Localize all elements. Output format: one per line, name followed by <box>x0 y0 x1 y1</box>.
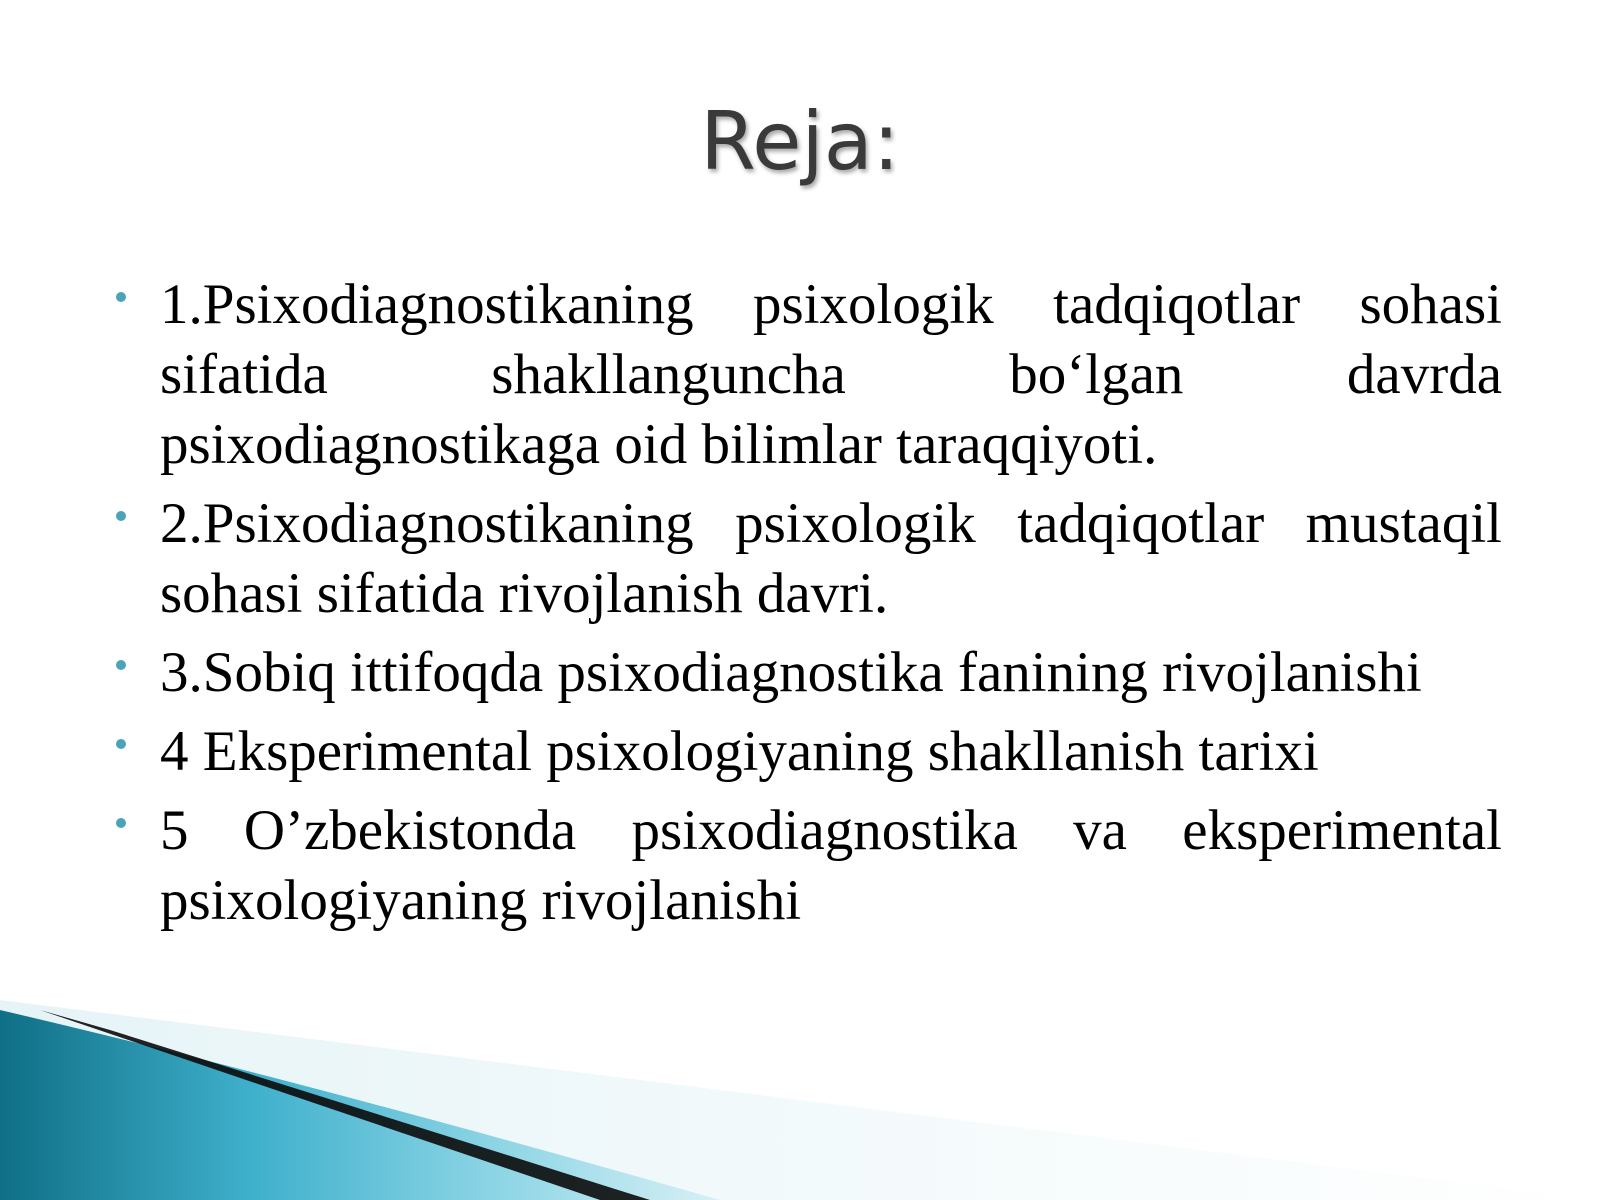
list-item-text: 5 O’zbekistonda psixodiagnostika va eksperimental psixologiyaning rivojlanishi <box>160 799 1502 932</box>
list-item <box>112 270 1502 480</box>
list-item-text: 4 Eksperimental psixologiyaning shakllanish tarixi <box>160 720 1319 783</box>
dark-band <box>40 1010 650 1200</box>
bullet-list <box>112 270 1502 945</box>
list-item-text: 3.Sobiq ittifoqda psixodiagnostika fanining rivojlanishi <box>160 641 1422 704</box>
bullet-icon <box>116 818 126 828</box>
list-item-text: 1.Psixodiagnostikaning psixologik tadqiqotlar sohasi sifatida shakllanguncha bo‘lgan davrda psixodiagnostikaga oid bilimlar taraqqiyoti. <box>160 273 1502 476</box>
list-item <box>112 489 1502 629</box>
list-item <box>112 638 1502 708</box>
bullet-icon <box>116 511 126 521</box>
bullet-icon <box>116 292 126 302</box>
pale-wave <box>0 1000 1600 1200</box>
bullet-icon <box>116 739 126 749</box>
bullet-icon <box>116 660 126 670</box>
slide-title: Reja: <box>700 95 900 188</box>
list-item <box>112 717 1502 787</box>
teal-wave <box>0 1010 720 1200</box>
list-item-text: 2.Psixodiagnostikaning psixologik tadqiqotlar mustaqil sohasi sifatida rivojlanish davri. <box>160 492 1502 625</box>
list-item <box>112 796 1502 936</box>
